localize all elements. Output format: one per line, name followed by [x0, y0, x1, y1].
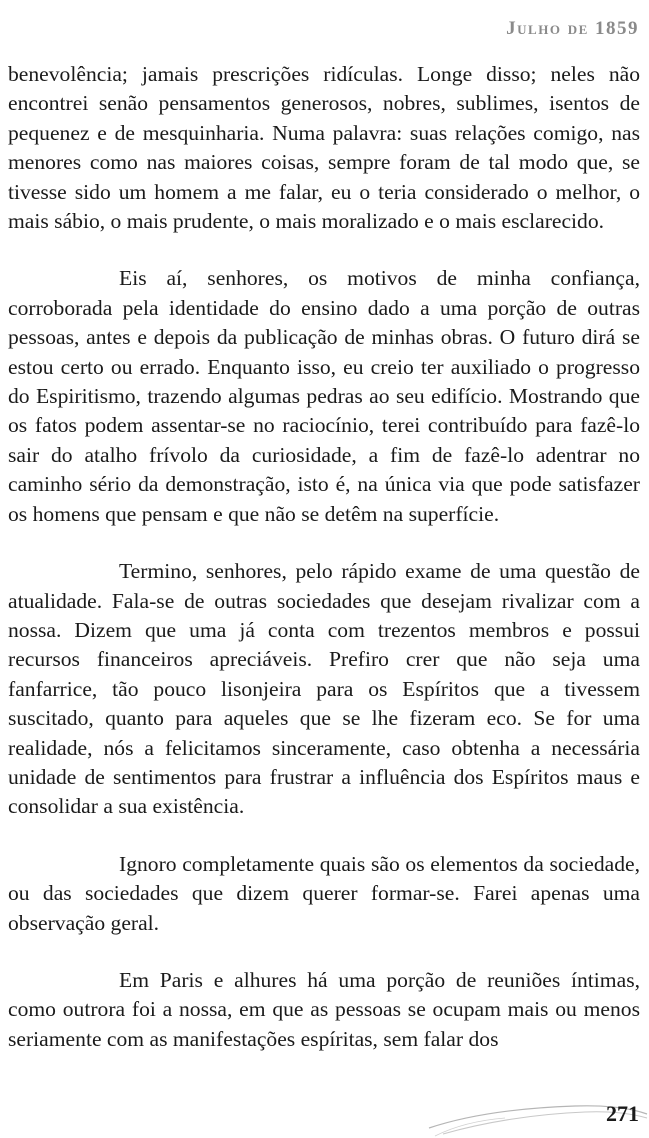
running-header: Julho de 1859 — [506, 18, 639, 39]
page-number: 271 — [606, 1101, 639, 1126]
paragraph: benevolência; jamais prescrições ridículas. Longe disso; neles não encontrei senão pensamentos generosos, nobres, sublimes, isentos de pequenez e de mesquinharia. Numa palavra: suas relações comigo, nas menores como nas maiores coisas, sempre foram de tal modo que, se tivesse sido um homem a me falar, eu o teria considerado o melhor, o mais sábio, o mais prudente, o mais moralizado e o mais esclarecido. — [8, 62, 640, 234]
paragraph: Termino, senhores, pelo rápido exame de uma questão de atualidade. Fala-se de outras sociedades que desejam rivalizar com a nossa. Dizem que uma já conta com trezentos membros e possui recursos financeiros apreciáveis. Prefiro crer que não seja uma fanfarrice, tão pouco lisonjeira para os Espíritos que a tivessem suscitado, quanto para aqueles que se lhe fizeram eco. Se for uma realidade, nós a felicitamos sinceramente, caso obtenha a necessária unidade de sentimentos para frustrar a influência dos Espíritos maus e consolidar a sua existência. — [8, 559, 640, 819]
paragraph: Em Paris e alhures há uma porção de reuniões íntimas, como outrora foi a nossa, em que as pessoas se ocupam mais ou menos seriamente com as manifestações espíritas, sem falar dos — [8, 967, 640, 1051]
body-text — [8, 60, 640, 1082]
paragraph: Ignoro completamente quais são os elementos da sociedade, ou das sociedades que dizem querer formar-se. Farei apenas uma observação geral. — [8, 851, 640, 935]
paragraph: Eis aí, senhores, os motivos de minha confiança, corroborada pela identidade do ensino dado a uma porção de outras pessoas, antes e depois da publicação de minhas obras. O futuro dirá se estou certo ou errado. Enquanto isso, eu creio ter auxiliado o progresso do Espiritismo, trazendo algumas pedras ao seu edifício. Mostrando que os fatos podem assentar-se no raciocínio, terei contribuído para fazê-lo sair do atalho frívolo da curiosidade, a fim de fazê-lo adentrar no caminho sério da demonstração, isto é, na única via que pode satisfazer os homens que pensam e que não se detêm na superfície. — [8, 266, 640, 526]
